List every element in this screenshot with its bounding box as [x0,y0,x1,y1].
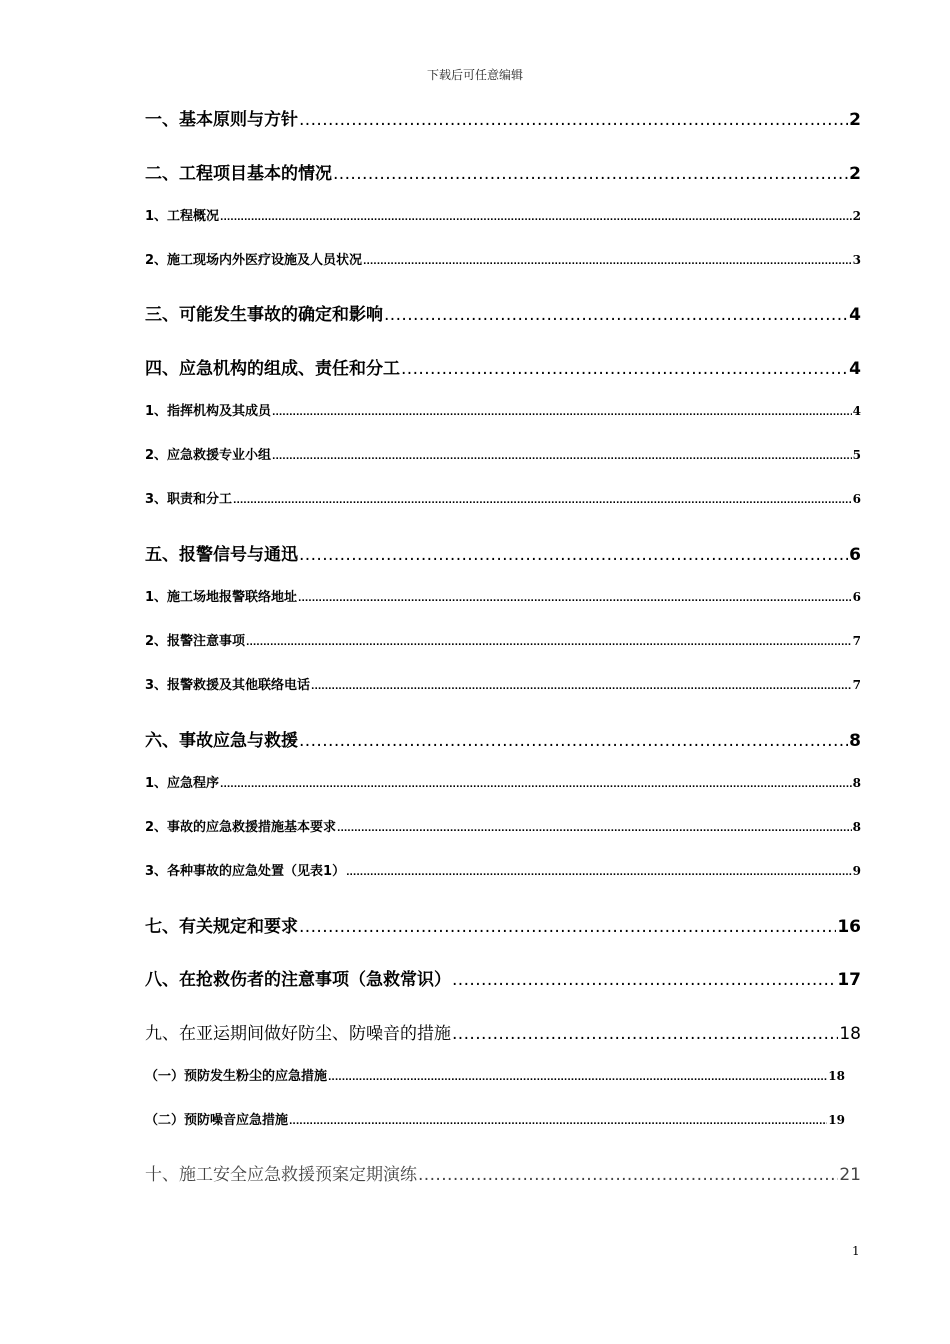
toc-entry-page: 7 [852,634,861,648]
toc-entry-title: 六、事故应急与救援 [145,731,298,751]
toc-entry-page: 19 [828,1113,845,1127]
toc-entry[interactable] [145,860,861,878]
toc-entry-page: 18 [839,1024,861,1044]
toc-entry-page: 21 [839,1165,861,1185]
toc-leader-dots [299,545,848,565]
toc-entry-page: 2 [852,209,861,223]
toc-entry-page: 8 [849,731,861,751]
toc-entry[interactable] [145,772,861,790]
toc-entry-title: （二）预防噪音应急措施 [145,1113,289,1128]
toc-leader-dots [272,404,852,419]
toc-entry-title: 2、报警注意事项 [145,634,246,649]
toc-entry[interactable] [145,630,861,648]
toc-leader-dots [299,917,836,937]
toc-entry-page: 5 [852,448,861,462]
toc-entry[interactable] [145,205,861,223]
toc-entry-page: 7 [852,678,861,692]
toc-leader-dots [299,731,848,751]
toc-entry[interactable] [145,816,861,834]
toc-leader-dots [220,209,852,224]
toc-entry[interactable] [145,400,861,418]
toc-entry[interactable] [145,586,861,604]
page-number: 1 [852,1244,860,1258]
toc-entry[interactable] [145,965,861,989]
toc-leader-dots [298,590,852,605]
toc-entry[interactable] [145,488,861,506]
toc-entry-page: 6 [852,492,861,506]
toc-entry-title: 2、应急救援专业小组 [145,448,272,463]
toc-entry-page: 3 [852,253,861,267]
toc-entry[interactable] [145,1109,845,1127]
toc-entry-title: 二、工程项目基本的情况 [145,164,332,184]
toc-entry[interactable] [145,444,861,462]
toc-entry[interactable] [145,1019,861,1043]
toc-entry-page: 8 [852,820,861,834]
toc-entry-title: 八、在抢救伤者的注意事项（急救常识） [145,970,451,990]
toc-entry-page: 6 [849,545,861,565]
toc-entry-page: 6 [852,590,861,604]
toc-entry-page: 2 [849,164,861,184]
toc-leader-dots [233,492,852,507]
page-header: 下载后可任意编辑 [426,68,523,82]
toc-entry[interactable] [145,540,861,564]
toc-entry-title: 3、各种事故的应急处置（见表1） [145,864,346,879]
toc-leader-dots [363,253,852,268]
toc-entry-title: 2、事故的应急救援措施基本要求 [145,820,337,835]
toc-entry-title: 四、应急机构的组成、责任和分工 [145,359,400,379]
toc-entry[interactable] [145,159,861,183]
toc-entry[interactable] [145,354,861,378]
toc-entry-title: 1、工程概况 [145,209,220,224]
toc-entry-page: 2 [849,110,861,130]
toc-entry-title: 3、职责和分工 [145,492,233,507]
toc-entry-title: 七、有关规定和要求 [145,917,298,937]
toc-entry-title: 1、应急程序 [145,776,220,791]
toc-entry[interactable] [145,912,861,936]
toc-leader-dots [272,448,852,463]
toc-entry-title: 1、指挥机构及其成员 [145,404,272,419]
toc-entry-page: 4 [849,305,861,325]
toc-leader-dots [401,359,848,379]
toc-leader-dots [452,970,836,990]
toc-entry[interactable] [145,249,861,267]
toc-leader-dots [346,864,852,879]
toc-entry-title: 3、报警救援及其他联络电话 [145,678,311,693]
toc-leader-dots [328,1069,827,1084]
toc-entry-title: 一、基本原则与方针 [145,110,298,130]
toc-leader-dots [289,1113,827,1128]
toc-entry-title: 五、报警信号与通迅 [145,545,298,565]
toc-entry[interactable] [145,1160,861,1184]
toc-leader-dots [384,305,848,325]
toc-entry[interactable] [145,300,861,324]
toc-entry-page: 9 [852,864,861,878]
toc-entry-title: 1、施工场地报警联络地址 [145,590,298,605]
toc-entry-title: （一）预防发生粉尘的应急措施 [145,1069,328,1084]
toc-entry[interactable] [145,1065,845,1083]
toc-entry-page: 18 [828,1069,845,1083]
toc-leader-dots [337,820,852,835]
toc-entry-title: 三、可能发生事故的确定和影响 [145,305,383,325]
toc-entry-title: 2、施工现场内外医疗设施及人员状况 [145,253,363,268]
toc-entry[interactable] [145,105,861,129]
toc-leader-dots [299,110,848,130]
toc-leader-dots [246,634,852,649]
toc-leader-dots [311,678,852,693]
toc-entry[interactable] [145,726,861,750]
toc-leader-dots [452,1024,838,1044]
toc-entry-page: 4 [852,404,861,418]
toc-entry[interactable] [145,674,861,692]
toc-leader-dots [333,164,848,184]
toc-entry-page: 8 [852,776,861,790]
toc-entry-page: 4 [849,359,861,379]
toc-entry-page: 17 [837,970,861,990]
toc-leader-dots [418,1165,838,1185]
toc-entry-page: 16 [837,917,861,937]
toc-entry-title: 九、在亚运期间做好防尘、防噪音的措施 [145,1024,451,1044]
toc-entry-title: 十、施工安全应急救援预案定期演练 [145,1165,417,1185]
toc-leader-dots [220,776,852,791]
